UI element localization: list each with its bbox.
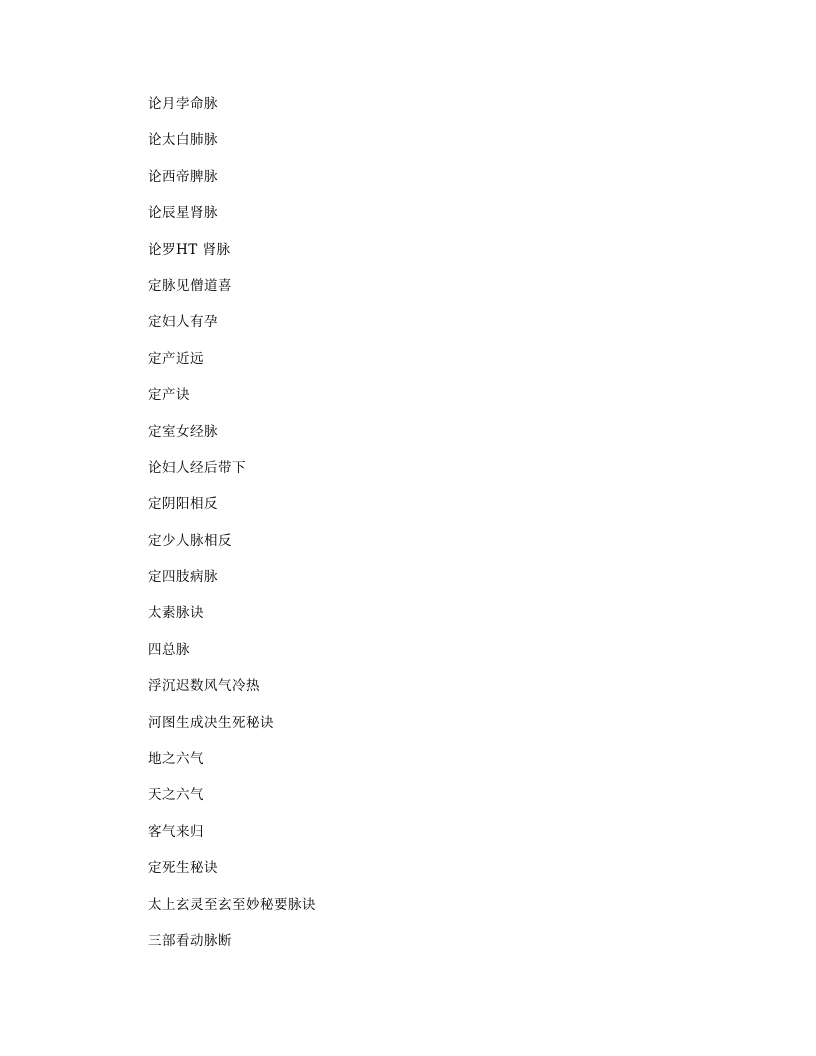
list-item: 定死生秘诀 (148, 860, 218, 877)
list-item: 四总脉 (148, 641, 190, 658)
list-item: 论妇人经后带下 (148, 459, 246, 476)
list-item: 定妇人有孕 (148, 314, 218, 331)
list-item: 定少人脉相反 (148, 532, 232, 549)
heading-list (148, 94, 316, 967)
list-item: 论太白肺脉 (148, 132, 218, 149)
list-item: 太素脉诀 (148, 605, 204, 622)
list-item: 定产近远 (148, 350, 204, 367)
list-item: 定产诀 (148, 387, 190, 404)
list-item: 定四肢病脉 (148, 569, 218, 586)
list-item: 定室女经脉 (148, 423, 218, 440)
list-item: 客气来归 (148, 823, 204, 840)
list-item: 定阴阳相反 (148, 496, 218, 513)
list-item: 论辰星肾脉 (148, 205, 218, 222)
list-item: 天之六气 (148, 787, 204, 804)
list-item: 地之六气 (148, 751, 204, 768)
list-item: 三部看动脉断 (148, 932, 232, 949)
list-item: 论月孛命脉 (148, 96, 218, 112)
list-item: 定脉见僧道喜 (148, 277, 232, 294)
list-item: 河图生成决生死秘诀 (148, 714, 274, 731)
list-item: 论罗HT 肾脉 (148, 241, 231, 258)
list-item: 论西帝脾脉 (148, 168, 218, 185)
list-item: 浮沉迟数风气冷热 (148, 678, 260, 695)
list-item: 太上玄灵至玄至妙秘要脉诀 (148, 896, 316, 913)
